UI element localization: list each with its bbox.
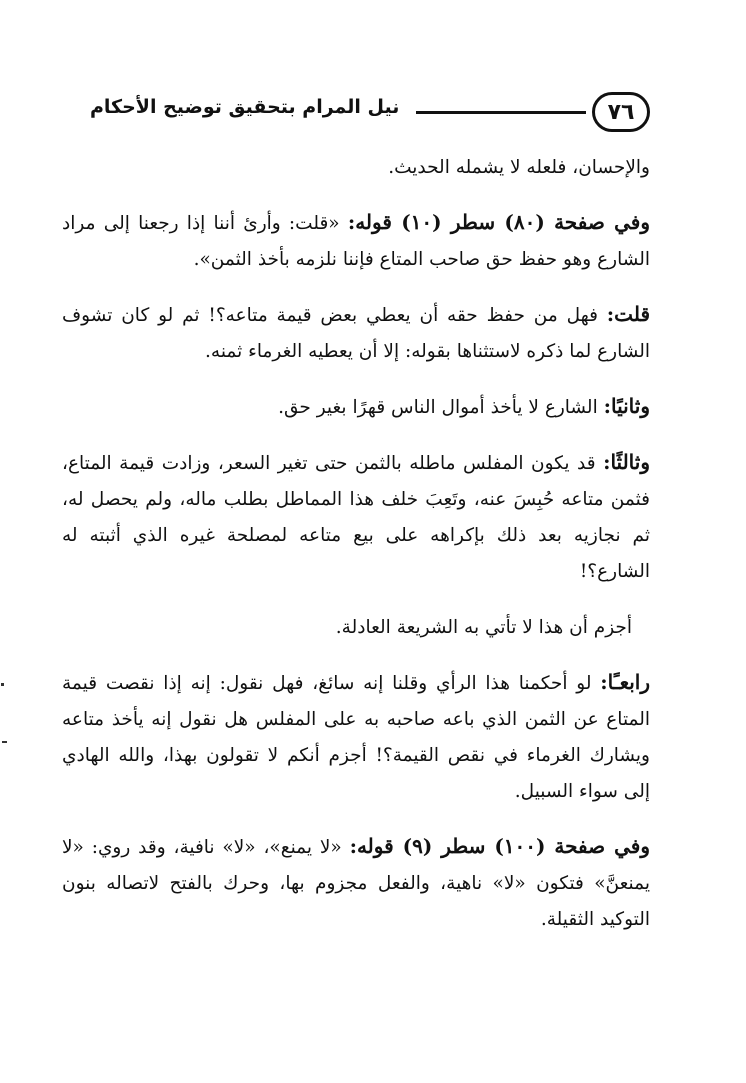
paragraph-lead: قلت: bbox=[606, 302, 650, 326]
paragraph-6: أجزم أن هذا لا تأتي به الشريعة العادلة. bbox=[335, 617, 632, 638]
paragraph-lead: وثالثًا: bbox=[603, 450, 650, 474]
paragraph-1: والإحسان، فلعله لا يشمله الحديث. bbox=[388, 157, 650, 178]
paragraph-2: وفي صفحة (٨٠) سطر (١٠) قوله: «قلت: وأرئ أننا إذا رجعنا إلى مراد الشارع وهو حفظ حق صاحب المتاع فإننا نلزمه بأخذ الثمن». bbox=[62, 210, 650, 270]
paragraph-lead: وثانيًا: bbox=[603, 394, 650, 418]
paragraph-lead: رابعـًا: bbox=[600, 670, 650, 694]
scan-speck bbox=[1, 683, 4, 686]
page-header bbox=[90, 92, 650, 138]
paragraph-3: قلت: فهل من حفظ حقه أن يعطي بعض قيمة متاعه؟! ثم لو كان تشوف الشارع لما ذكره لاستثناها بقوله: إلا أن يعطيه الغرماء ثمنه. bbox=[62, 302, 650, 362]
paragraph-lead: وفي صفحة (٨٠) سطر (١٠) قوله: bbox=[347, 210, 650, 234]
paragraph-8: وفي صفحة (١٠٠) سطر (٩) قوله: «لا يمنع»، «لا» نافية، وقد روي: «لا يمنعنَّ» فتكون «لا» ناهية، والفعل مجزوم بها، وحرك بالفتح لاتصاله بنون التوكيد الثقيلة. bbox=[62, 834, 650, 930]
paragraph-7: رابعـًا: لو أحكمنا هذا الرأي وقلنا إنه سائغ، فهل نقول: إنه إذا نقصت قيمة المتاع عن الثمن الذي باعه صاحبه به على المفلس هل نقول إنه يأخذ متاعه ويشارك الغرماء في نقص القيمة؟! أجزم أنكم لا تقولون بهذا، والله الهادي إلى سواء السبيل. bbox=[62, 670, 650, 802]
scan-speck bbox=[2, 741, 7, 743]
header-rule bbox=[416, 111, 586, 114]
paragraph-5: وثالثًا: قد يكون المفلس ماطله بالثمن حتى تغير السعر، وزادت قيمة المتاع، فثمن متاعه حُبِسَ عنه، وتَعِبَ خلف هذا المماطل بطلب ماله، ولم يحصل له، ثم نجازيه بعد ذلك بإكراهه على بيع متاعه لمصلحة غيره الذي أثبته له الشارع؟! bbox=[62, 450, 650, 582]
paragraph-lead: وفي صفحة (١٠٠) سطر (٩) قوله: bbox=[349, 834, 650, 858]
page-body bbox=[62, 148, 650, 956]
page-number: ٧٦ bbox=[592, 92, 650, 132]
paragraph-4: وثانيًا: الشارع لا يأخذ أموال الناس قهرًا بغير حق. bbox=[278, 394, 650, 418]
book-title: نيل المرام بتحقيق توضيح الأحكام bbox=[90, 96, 400, 118]
